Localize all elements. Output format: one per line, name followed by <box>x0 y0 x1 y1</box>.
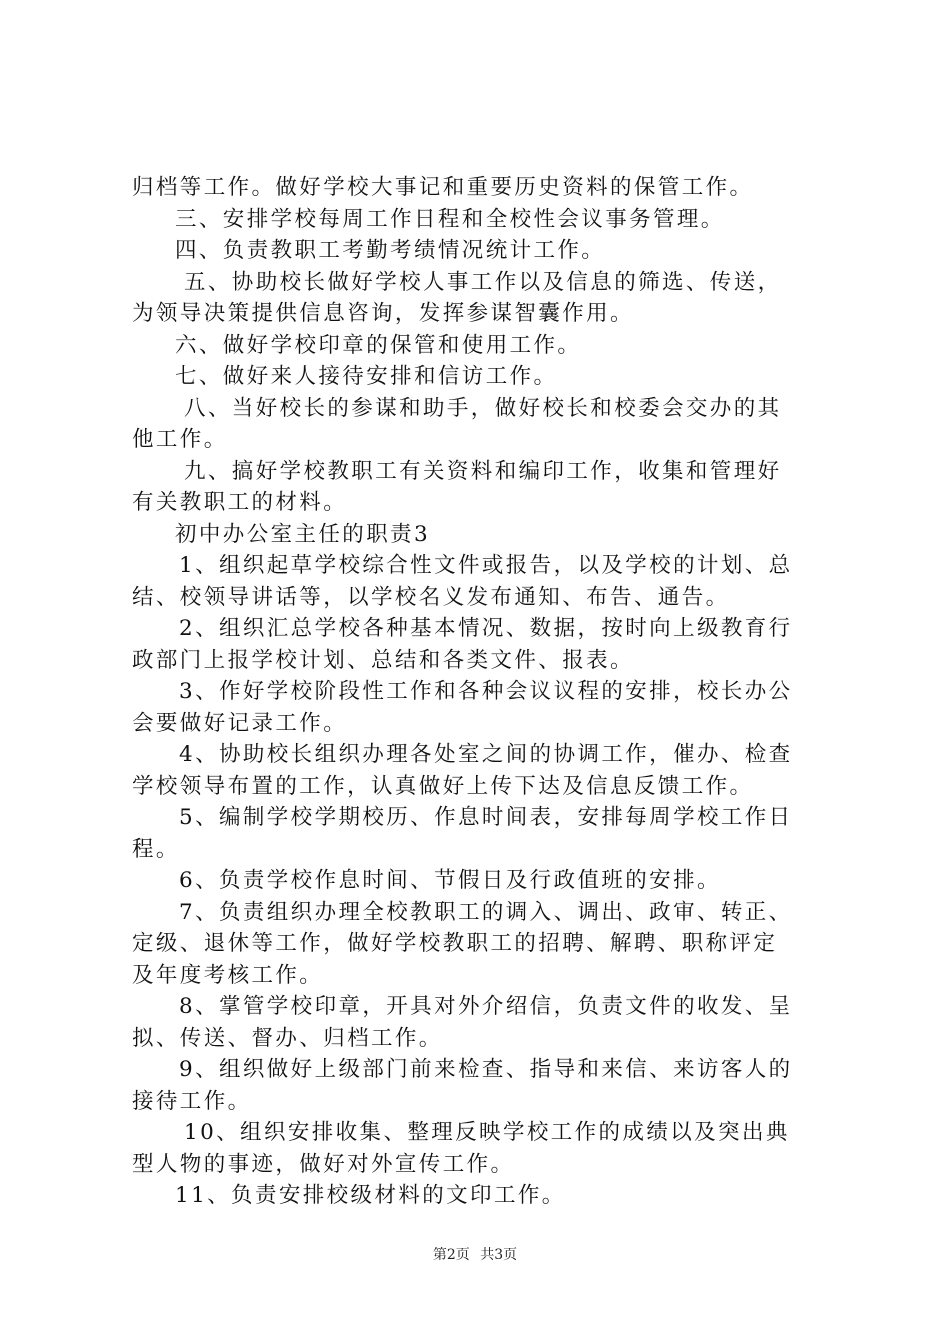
text-line: 定级、退休等工作，做好学校教职工的招聘、解聘、职称评定 <box>132 931 778 956</box>
text-line: 他工作。 <box>132 427 228 452</box>
page-footer <box>0 1244 950 1264</box>
text-line: 七、做好来人接待安排和信访工作。 <box>175 364 558 389</box>
text-line: 接待工作。 <box>132 1088 252 1114</box>
text-line: 7、负责组织办理全校教职工的调入、调出、政审、转正、 <box>179 899 793 925</box>
text-line: 2、组织汇总学校各种基本情况、数据，按时向上级教育行 <box>179 616 793 641</box>
text-line: 10、组织安排收集、整理反映学校工作的成绩以及突出典 <box>184 1120 790 1145</box>
document-body <box>132 172 832 1212</box>
text-line: 三、安排学校每周工作日程和全校性会议事务管理。 <box>175 206 725 232</box>
text-line: 型人物的事迹，做好对外宣传工作。 <box>132 1151 515 1177</box>
text-line: 九、搞好学校教职工有关资料和编印工作，收集和管理好 <box>184 458 782 484</box>
page-number: 第2页 <box>432 1247 470 1263</box>
text-line: 政部门上报学校计划、总结和各类文件、报表。 <box>132 647 634 673</box>
text-line: 归档等工作。做好学校大事记和重要历史资料的保管工作。 <box>132 175 754 200</box>
text-line: 初中办公室主任的职责3 <box>175 521 431 547</box>
text-line: 6、负责学校作息时间、节假日及行政值班的安排。 <box>179 868 721 893</box>
text-line: 有关教职工的材料。 <box>132 490 348 515</box>
text-line: 9、组织做好上级部门前来检查、指导和来信、来访客人的 <box>179 1057 793 1082</box>
text-line: 4、协助校长组织办理各处室之间的协调工作，催办、检查 <box>179 742 793 767</box>
text-line: 会要做好记录工作。 <box>132 710 348 736</box>
text-line: 学校领导布置的工作，认真做好上传下达及信息反馈工作。 <box>132 773 754 799</box>
text-line: 结、校领导讲话等，以学校名义发布通知、布告、通告。 <box>132 584 730 610</box>
text-line: 3、作好学校阶段性工作和各种会议议程的安排，校长办公 <box>179 679 793 704</box>
text-line: 11、负责安排校级材料的文印工作。 <box>175 1183 566 1208</box>
text-line: 8、掌管学校印章，开具对外介绍信，负责文件的收发、呈 <box>179 994 793 1019</box>
page-total: 共3页 <box>480 1247 518 1263</box>
text-line: 5、编制学校学期校历、作息时间表，安排每周学校工作日 <box>179 805 793 830</box>
text-line: 六、做好学校印章的保管和使用工作。 <box>175 332 582 358</box>
text-line: 1、组织起草学校综合性文件或报告，以及学校的计划、总 <box>179 553 793 578</box>
text-line: 为领导决策提供信息咨询，发挥参谋智囊作用。 <box>132 301 634 326</box>
text-line: 及年度考核工作。 <box>132 962 324 988</box>
text-line: 拟、传送、督办、归档工作。 <box>132 1025 443 1051</box>
text-line: 四、负责教职工考勤考绩情况统计工作。 <box>175 238 606 263</box>
text-line: 八、当好校长的参谋和助手，做好校长和校委会交办的其 <box>184 395 782 421</box>
text-line: 五、协助校长做好学校人事工作以及信息的筛选、传送， <box>184 269 782 295</box>
text-line: 程。 <box>132 836 180 862</box>
